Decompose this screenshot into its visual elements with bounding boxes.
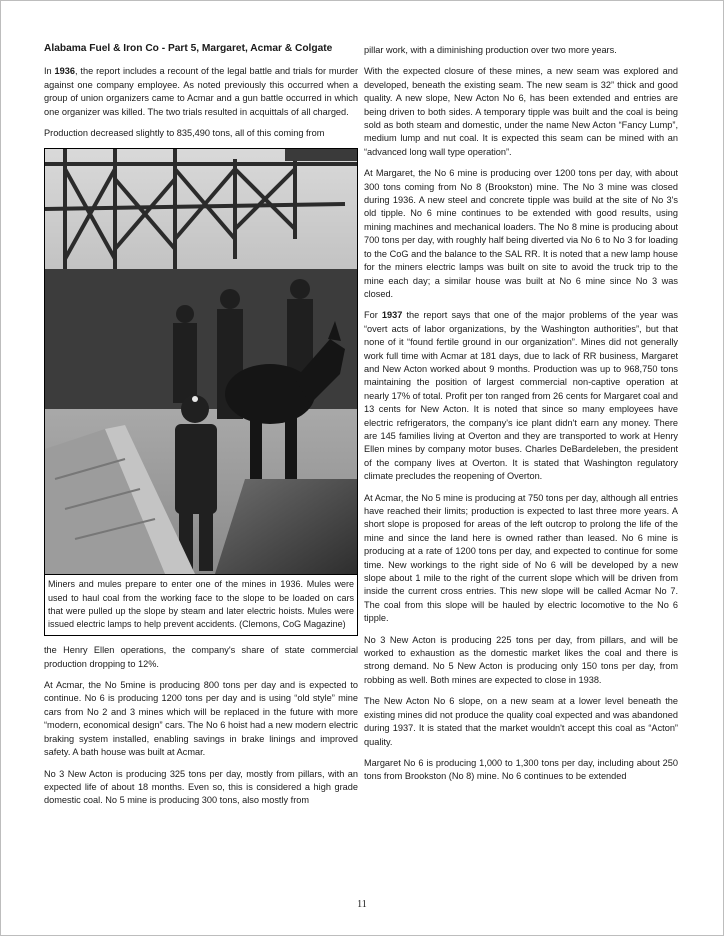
paragraph-production-1936: Production decreased slightly to 835,490 tons, all of this coming from xyxy=(44,128,325,139)
photo-caption: Miners and mules prepare to enter one of the mines in 1936. Mules were used to haul coal from the working face to the slope to be loaded on cars that were pulled up the slope by steam and later electric hoists. Mules were issued electric lamps to help prevent accidents. (Clemons, CoG Magazine) xyxy=(48,579,354,630)
paragraph-1937-report: For 1937 the report says that one of the major problems of the year was “overt acts of labor organizations, by the Washington authorities”, but that none of it “found fertile ground in our organization”. Mines did not generally work full time with Acmar at 181 days, due to lack of RR business, Margaret and New Acton worked about 9 months. Production was up to 968,750 tons maintaining the position of largest commercial non-captive operation at nearly 17% of total. Profit per ton ranged from 26 cents for Margaret coal and 13 cents for New Acton. It is noted that since so many employees have electric refrigerators, the company's ice plant didn't earn any money. There are 145 families living at Overton and they are transported to work at Henry Ellen mines by company motor buses. Charles DeBardeleben, the president of the company lives at Overton. It is stated that Washington regulatory climate precludes the reopening of Overton. xyxy=(364,310,678,482)
paragraph-new-acton-no6: The New Acton No 6 slope, on a new seam at a lower level beneath the existing mines did not produce the quality coal expected and was abandoned during 1937. It is stated that the market wouldn't accept this coal as “Acton” quality. xyxy=(364,696,678,747)
paragraph-pillar-work: pillar work, with a diminishing production over two more years. xyxy=(364,45,617,55)
year-1936: 1936 xyxy=(54,66,75,77)
miners-and-mules-photo xyxy=(45,149,357,575)
paragraph-acmar-1937: At Acmar, the No 5 mine is producing at 750 tons per day, although all entries have reached their limits; production is expected to last three more years. A short slope is proposed for areas of the left outcrop to prolong the life of the mine and since the land here is owned rather than leased. No 6 mine is producing at a rate of 1200 tons per day, and expected to continue for some time. New workings to the right side of No 6 will be developed by a new slope about 1 mile to the right of the current slope which will be driven from inside the current cross entries. This new slope will be called Acmar No 7. The coal from this slope will be hauled by electric locomotive to the No 6 tipple. xyxy=(364,492,678,624)
year-1937: 1937 xyxy=(381,310,403,321)
article-title: Alabama Fuel & Iron Co - Part 5, Margaret, Acmar & Colgate xyxy=(44,43,333,54)
right-column xyxy=(364,44,678,792)
paragraph-new-seam: With the expected closure of these mines, a new seam was explored and developed, beneath the existing seam. The new seam is 32” thick and good quality. A new slope, New Acton No 6, has been extended and entries are being driven to both sides. A temporary tipple was built and the coal is being sold as both steam and domestic, under the name New Acton “Fancy Lump”, medium lump and nut coal. It is expected this seam can be mined with an “advanced long wall type operation”. xyxy=(364,66,678,157)
photo-figure xyxy=(44,148,358,636)
paragraph-margaret-no6: Margaret No 6 is producing 1,000 to 1,300 tons per day, including about 250 tons from Brookston (No 8) mine. No 6 continues to be extended xyxy=(364,757,678,782)
paragraph-margaret-1936: At Margaret, the No 6 mine is producing over 1200 tons per day, with about 300 tons coming from No 8 (Brookston) mine. The No 3 mine was closed during 1936. A new steel and concrete tipple was build at the site of No 3's old tipple. No 6 mine continues to be extended with good results, using mining machines and mechanical loaders. The No 8 mine is producing about 700 tons per day, with roughly half being diverted via No 6 to No 3 for loading to the CoG and the balance to the SAL RR. It is noted that a new lamp house for the miners electric lamps was built on site to avoid the truck trip to the mine each day; a similar house was built at No 6 mine since No 3 was closed. xyxy=(364,168,678,299)
left-column xyxy=(44,42,358,816)
paragraph-new-acton-1937: No 3 New Acton is producing 225 tons per day, from pillars, and will be worked to exhaustion as the domestic market likes the coal and there is strong demand. No 5 New Acton is producing only 150 tons per day, from robbing as well. Both mines are expected to close in 1938. xyxy=(364,634,678,685)
paragraph-1936-trials: In 1936, the report includes a recount of the legal battle and trials for murder against one company employee. As noted previously this occurred when a group of union organizers came to Acmar and a gun battle occurred in which one organizer was killed. The two trials resulted in acquittals of all charged. xyxy=(44,66,359,117)
page-number: 11 xyxy=(357,899,367,910)
paragraph-henry-ellen: the Henry Ellen operations, the company's share of state commercial production dropping to 12%. xyxy=(44,645,358,669)
paragraph-acmar-1936: At Acmar, the No 5mine is producing 800 tons per day and is expected to continue. No 6 is producing 1200 tons per day and is using “old style” mine cars from No 2 and 3 mines which will be replaced in the future with more “modern, economical design” cars. The No 6 hoist had a new modern electric braking system installed, enabling savings in brake linings and improved safety. A bath house was built at Acmar. xyxy=(44,680,358,758)
paragraph-new-acton-1936: No 3 New Acton is producing 325 tons per day, mostly from pillars, with an expected life of about 18 months. Even so, this is considered a high grade domestic coal. No 5 mine is producing 300 tons, also mostly from xyxy=(44,768,358,806)
